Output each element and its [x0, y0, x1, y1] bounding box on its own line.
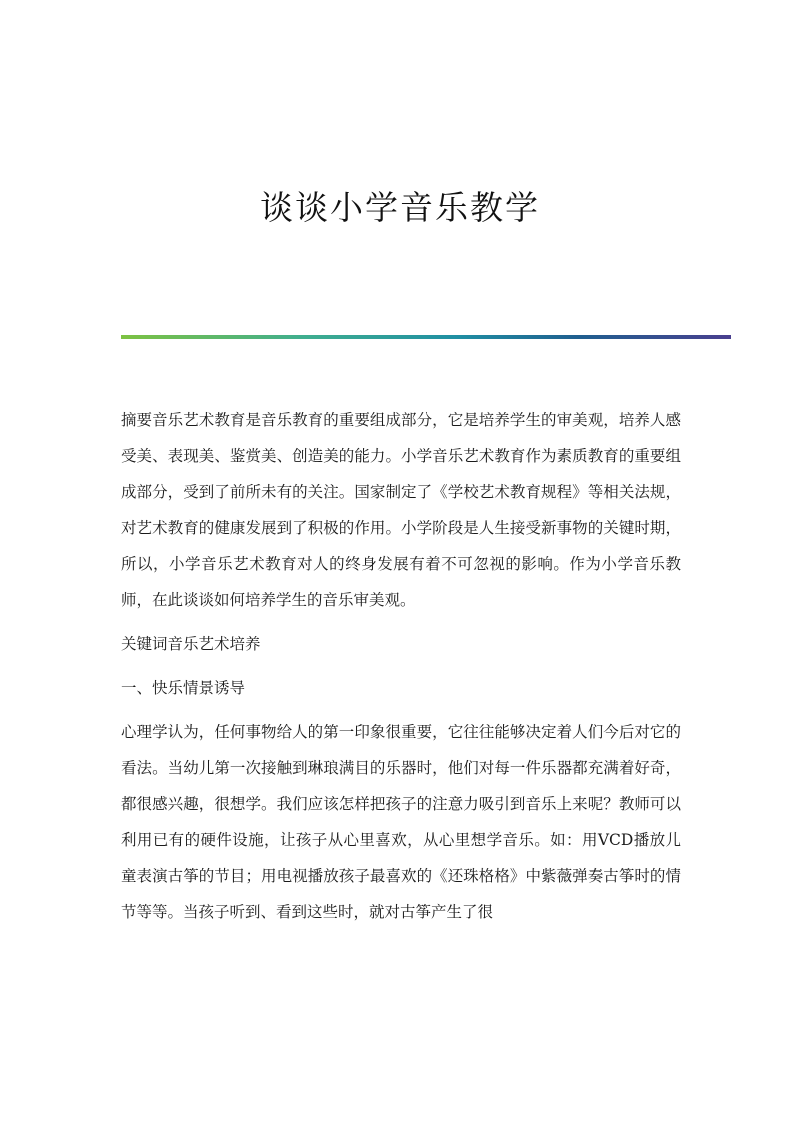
title-divider	[121, 335, 731, 339]
keywords-line: 关键词音乐艺术培养	[121, 635, 261, 653]
document-body	[121, 402, 681, 938]
document-title: 谈谈小学音乐教学	[260, 188, 540, 227]
body-paragraph: 心理学认为，任何事物给人的第一印象很重要，它往往能够决定着人们今后对它的看法。当幼儿第一次接触到琳琅满目的乐器时，他们对每一件乐器都充满着好奇，都很感兴趣，很想学。我们应该怎样把孩子的注意力吸引到音乐上来呢？教师可以利用已有的硬件设施，让孩子从心里喜欢，从心里想学音乐。如：用VCD播放儿童表演古筝的节目；用电视播放孩子最喜欢的《还珠格格》中紫薇弹奏古筝时的情节等等。当孩子听到、看到这些时，就对古筝产生了很	[121, 723, 681, 921]
section-heading: 一、快乐情景诱导	[121, 679, 246, 697]
abstract-paragraph: 摘要音乐艺术教育是音乐教育的重要组成部分，它是培养学生的审美观，培养人感受美、表现美、鉴赏美、创造美的能力。小学音乐艺术教育作为素质教育的重要组成部分，受到了前所未有的关注。国家制定了《学校艺术教育规程》等相关法规，对艺术教育的健康发展到了积极的作用。小学阶段是人生接受新事物的关键时期，所以，小学音乐艺术教育对人的终身发展有着不可忽视的影响。作为小学音乐教师，在此谈谈如何培养学生的音乐审美观。	[121, 411, 681, 609]
